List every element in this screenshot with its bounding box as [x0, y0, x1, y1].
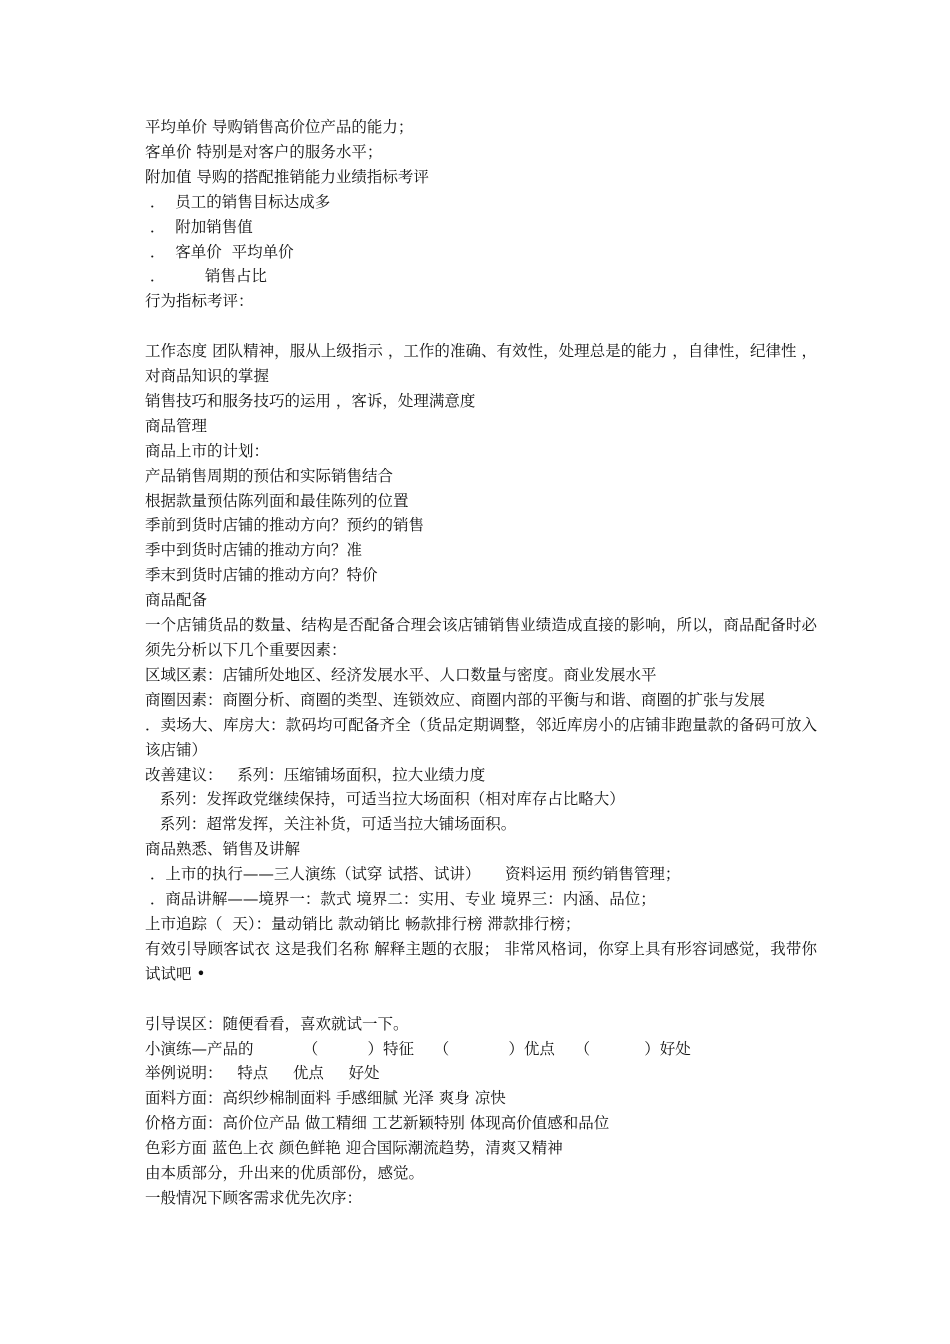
section-heading: 商品管理	[145, 416, 208, 435]
text-line: 面料方面：高织纱棉制面料 手感细腻 光泽 爽身 凉快	[145, 1089, 506, 1108]
text-line: 由本质部分，升出来的优质部份，感觉。	[145, 1164, 425, 1183]
section-heading: 商品熟悉、销售及讲解	[145, 840, 301, 859]
text-line: 一般情况下顾客需求优先次序：	[145, 1188, 363, 1207]
paragraph: ．卖场大、库房大：款码均可配备齐全（货品定期调整，邻近库房小的店铺非跑量款的备码可放入该店铺）	[145, 715, 817, 759]
text-line: 销售技巧和服务技巧的运用 ，客诉，处理满意度	[145, 391, 476, 410]
text-line: 价格方面：高价位产品 做工精细 工艺新颖特别 体现高价值感和品位	[145, 1114, 610, 1133]
text-line: 区域区素：店铺所处地区、经济发展水平、人口数量与密度。商业发展水平	[145, 665, 657, 684]
paragraph: 工作态度 团队精神，服从上级指示 ，工作的准确、有效性，处理总是的能力 ，自律性，纪律性 ，对商品知识的掌握	[145, 342, 817, 386]
list-item: ．上市的执行——三人演练（试穿 试搭、试讲） 资料运用 预约销售管理；	[145, 865, 681, 884]
text-line: 季末到货时店铺的推动方向？特价	[145, 566, 378, 585]
text-line: 改善建议： 系列：压缩铺场面积，拉大业绩力度	[145, 765, 486, 784]
text-line: 产品销售周期的预估和实际销售结合	[145, 466, 394, 485]
list-item: ． 附加销售值	[145, 217, 253, 236]
blank-line	[145, 314, 817, 339]
text-line: 季中到货时店铺的推动方向？准	[145, 541, 363, 560]
text-line: 商品上市的计划：	[145, 441, 270, 460]
text-line: 客单价 特别是对客户的服务水平；	[145, 142, 383, 161]
text-line: 根据款量预估陈列面和最佳陈列的位置	[145, 491, 409, 510]
list-item: ． 员工的销售目标达成多	[145, 192, 331, 211]
document-body	[145, 115, 817, 1211]
blank-line	[145, 987, 817, 1012]
text-line: 举例说明： 特点 优点 好处	[145, 1064, 380, 1083]
paragraph: 有效引导顾客试衣 这是我们名称 解释主题的衣服； 非常风格词，你穿上具有形容词感觉，我带你试试吧 •	[145, 939, 817, 983]
text-line: 小演练—产品的 （ ）特征 （ ）优点 （ ）好处	[145, 1039, 691, 1058]
text-line: 上市追踪（ 天）：量动销比 款动销比 畅款排行榜 滞款排行榜；	[145, 914, 581, 933]
section-heading: 商品配备	[145, 591, 208, 610]
list-item: ． 客单价 平均单价	[145, 242, 294, 261]
text-line: 附加值 导购的搭配推销能力业绩指标考评	[145, 167, 429, 186]
text-line: 系列：超常发挥，关注补货，可适当拉大铺场面积。	[145, 815, 517, 834]
text-line: 商圈因素：商圈分析、商圈的类型、连锁效应、商圈内部的平衡与和谐、商圈的扩张与发展	[145, 690, 766, 709]
text-line: 色彩方面 蓝色上衣 颜色鲜艳 迎合国际潮流趋势，清爽又精神	[145, 1139, 563, 1158]
section-heading: 行为指标考评：	[145, 292, 254, 311]
text-line: 引导误区：随便看看，喜欢就试一下。	[145, 1014, 409, 1033]
text-line: 季前到货时店铺的推动方向？预约的销售	[145, 516, 425, 535]
paragraph: 一个店铺货品的数量、结构是否配备合理会该店铺销售业绩造成直接的影响，所以，商品配备时必须先分析以下几个重要因素：	[145, 616, 817, 660]
text-line: 系列：发挥政党继续保持，可适当拉大场面积（相对库存占比略大）	[145, 790, 625, 809]
text-line: 平均单价 导购销售高价位产品的能力；	[145, 118, 414, 136]
list-item: ．商品讲解——境界一：款式 境界二：实用、专业 境界三：内涵、品位；	[145, 890, 656, 909]
list-item: ． 销售占比	[145, 267, 267, 286]
